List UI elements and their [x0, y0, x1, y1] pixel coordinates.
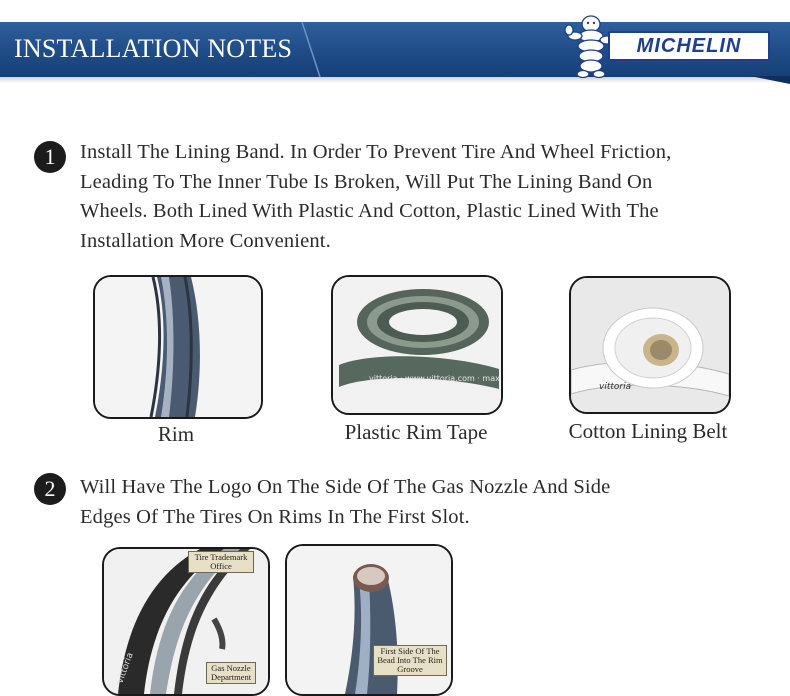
- rim-caption: Rim: [157, 422, 195, 446]
- rim-photo: [93, 275, 263, 419]
- step-number-1: 1: [34, 141, 66, 173]
- step-1-text: [80, 138, 671, 256]
- step-1-line-4: Installation More Convenient.: [80, 229, 331, 252]
- cotton-lining-belt-caption: Cotton Lining Belt: [568, 419, 728, 443]
- tire-bead-photo: [285, 544, 453, 696]
- step-1-line-3: Wheels. Both Lined With Plastic And Cotton, Plastic Lined With The: [80, 200, 659, 222]
- step-2-line-1: Will Have The Logo On The Side Of The Gas Nozzle And Side: [80, 476, 611, 498]
- step-1-line-1: Install The Lining Band. In Order To Prevent Tire And Wheel Friction,: [80, 141, 672, 163]
- header-banner: [0, 22, 790, 77]
- brand-name: MICHELIN: [636, 35, 742, 57]
- tire-print-text: vittoria: [115, 651, 136, 686]
- step-number-2: 2: [34, 473, 66, 505]
- plastic-rim-tape-caption: Plastic Rim Tape: [344, 420, 488, 444]
- plastic-rim-tape-photo: [331, 275, 503, 415]
- step-1-line-2: Leading To The Inner Tube Is Broken, Will Put The Lining Band On: [80, 170, 653, 193]
- tire-trademark-callout: Tire Trademark Office: [188, 551, 254, 573]
- step-2-text: [80, 473, 610, 532]
- belt-print-text: vittoria: [599, 382, 632, 392]
- cotton-lining-belt-photo: [569, 276, 731, 414]
- banner-divider: [296, 22, 336, 77]
- plastic-tape-illustration: [333, 277, 501, 413]
- step-2-line-2: Edges Of The Tires On Rims In The First Slot.: [80, 505, 470, 528]
- tire-on-rim-photo: [102, 547, 270, 696]
- rim-illustration: [95, 277, 261, 417]
- bead-groove-callout: First Side Of The Bead Into The Rim Groove: [373, 645, 447, 676]
- michelin-logo: [561, 10, 771, 80]
- step-2: [34, 473, 774, 535]
- page-title: INSTALLATION NOTES: [14, 34, 293, 63]
- tape-print-text: vittoria · www.vittoria.com · max: [369, 374, 500, 383]
- step-1: [34, 138, 774, 268]
- cotton-belt-illustration: [571, 278, 729, 412]
- gas-nozzle-callout: Gas Nozzle Department: [206, 662, 256, 684]
- michelin-wordmark: [608, 31, 770, 61]
